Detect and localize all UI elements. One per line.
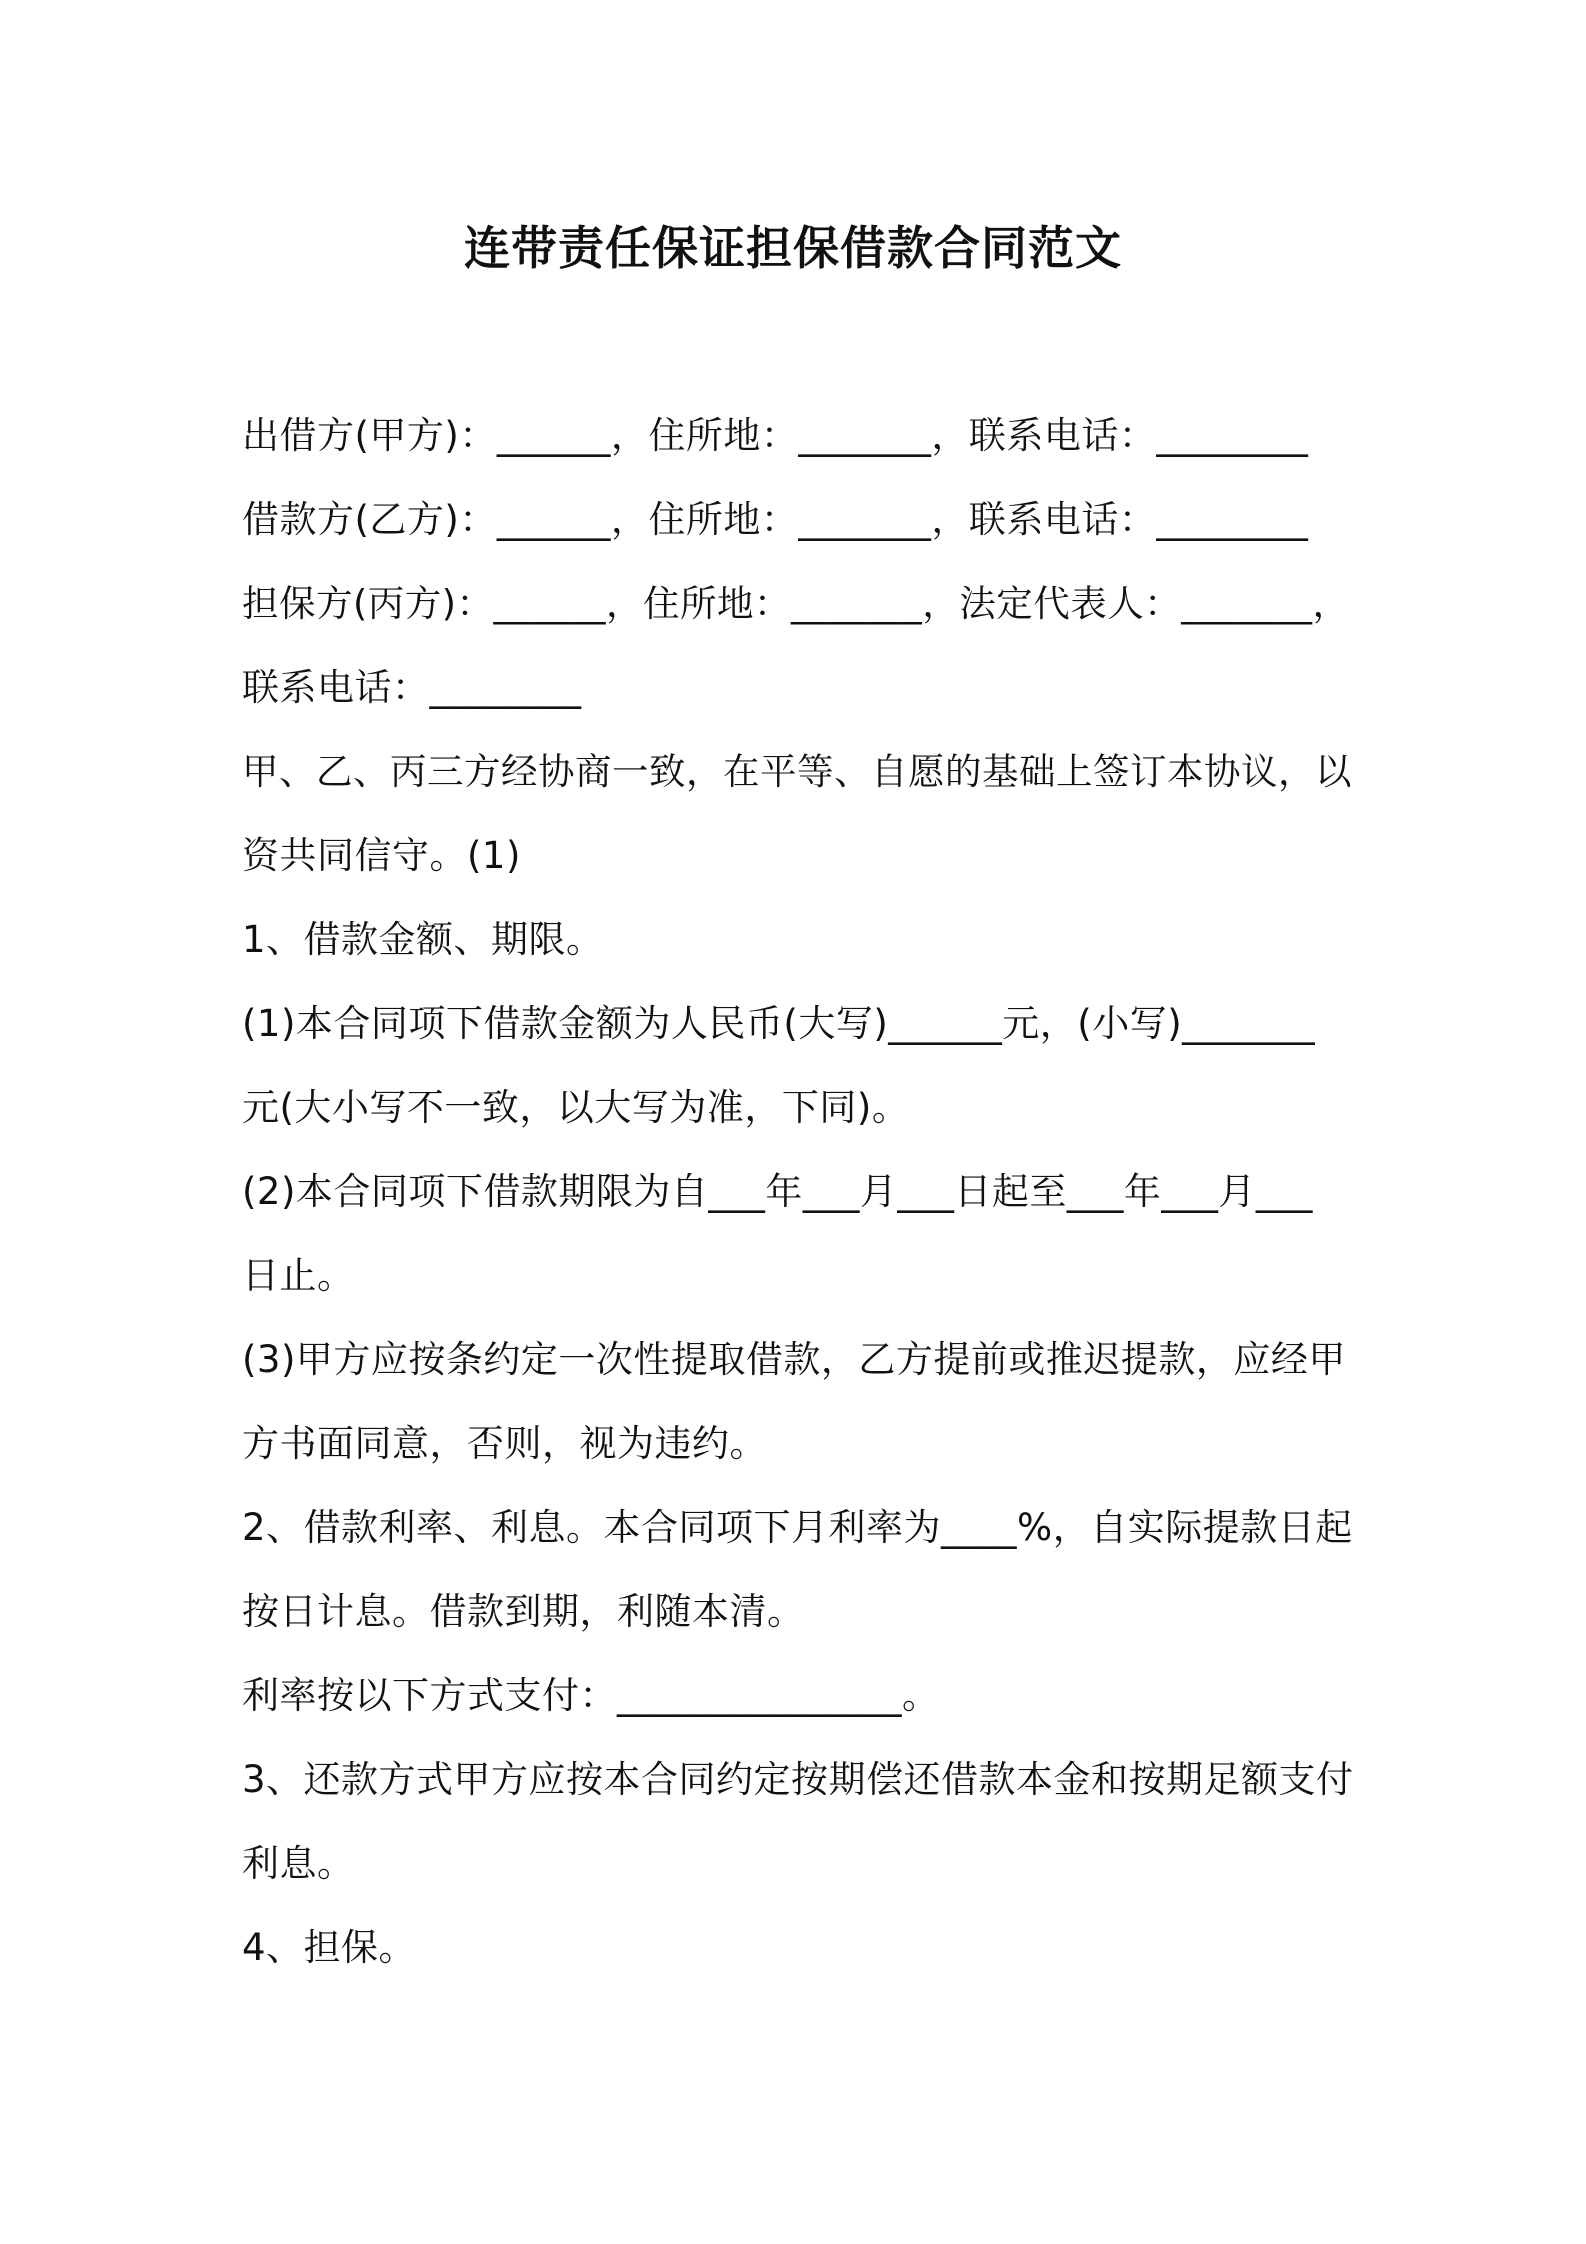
borrower-line: 借款方(乙方)：______，住所地：_______，联系电话：________ — [242, 498, 1309, 541]
guarantor-line: 担保方(丙方)：______，住所地：_______，法定代表人：_______， — [242, 582, 1350, 625]
section-3-line-2: 利息。 — [242, 1842, 355, 1885]
lender-line: 出借方(甲方)：______，住所地：_______，联系电话：________ — [242, 414, 1309, 457]
preamble-line-2: 资共同信守。(1) — [242, 834, 521, 877]
clause-1-2-line-2: 日止。 — [242, 1254, 355, 1297]
clause-1-3-line-2: 方书面同意，否则，视为违约。 — [242, 1422, 767, 1465]
clause-1-3-line-1: (3)甲方应按条约定一次性提取借款，乙方提前或推迟提款，应经甲 — [242, 1338, 1346, 1381]
section-3-line-1: 3、还款方式甲方应按本合同约定按期偿还借款本金和按期足额支付 — [242, 1758, 1354, 1801]
clause-1-1-line-1: (1)本合同项下借款金额为人民币(大写)______元，(小写)_______ — [242, 1002, 1316, 1045]
interest-payment-line: 利率按以下方式支付：_______________。 — [242, 1674, 940, 1717]
guarantor-phone-line: 联系电话：________ — [242, 666, 582, 709]
clause-1-2-line-1: (2)本合同项下借款期限为自___年___月___日起至___年___月___ — [242, 1170, 1313, 1213]
section-2-line-1: 2、借款利率、利息。本合同项下月利率为____%，自实际提款日起 — [242, 1506, 1353, 1549]
document-title: 连带责任保证担保借款合同范文 — [464, 221, 1122, 275]
section-4-heading: 4、担保。 — [242, 1926, 417, 1969]
preamble-line-1: 甲、乙、丙三方经协商一致，在平等、自愿的基础上签订本协议，以 — [242, 750, 1352, 793]
section-2-line-2: 按日计息。借款到期，利随本清。 — [242, 1590, 805, 1633]
clause-1-1-line-2: 元(大小写不一致，以大写为准，下同)。 — [242, 1086, 910, 1129]
section-1-heading: 1、借款金额、期限。 — [242, 918, 604, 961]
